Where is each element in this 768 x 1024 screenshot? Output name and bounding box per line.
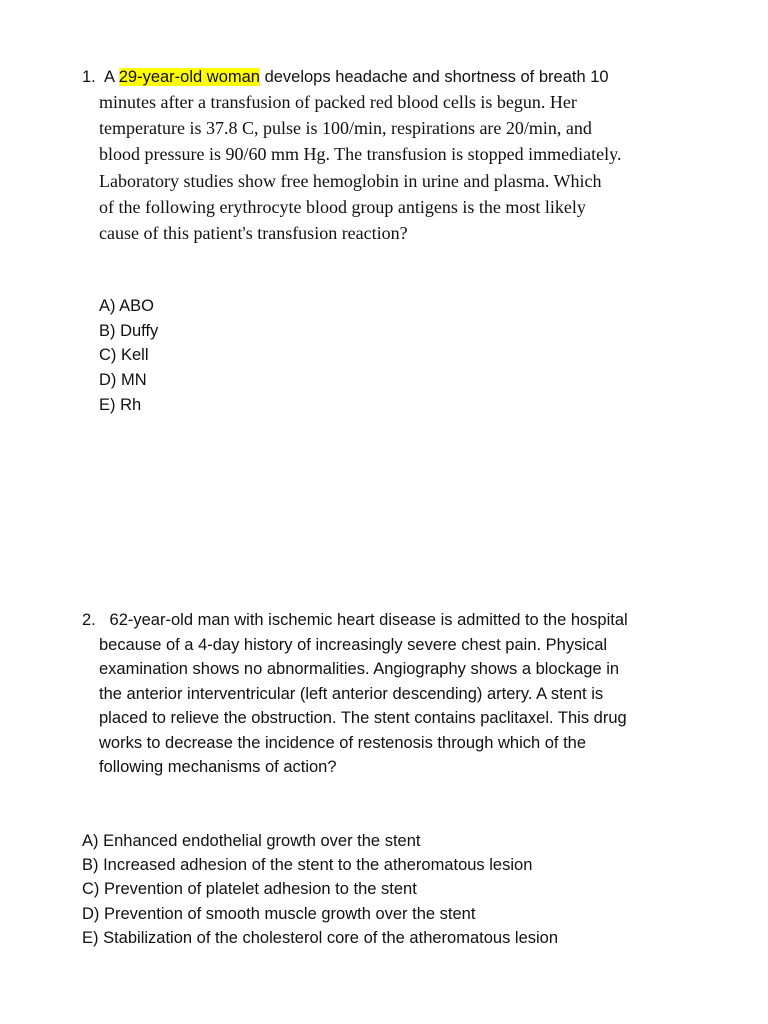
answer-option[interactable]: B) Duffy (99, 322, 159, 340)
question-2-line: examination shows no abnormalities. Angiography shows a blockage in (99, 660, 620, 678)
answer-option[interactable]: C) Kell (99, 346, 149, 364)
answer-option[interactable]: E) Stabilization of the cholesterol core of the atheromatous lesion (82, 929, 559, 947)
question-2-line: 62-year-old man with ischemic heart disease is admitted to the hospital (109, 611, 628, 629)
question-2-line: the anterior interventricular (left anterior descending) artery. A stent is (99, 685, 604, 703)
question-1-line: Laboratory studies show free hemoglobin in urine and plasma. Which (99, 171, 602, 191)
question-2-line: following mechanisms of action? (99, 758, 337, 776)
answer-option[interactable]: A) Enhanced endothelial growth over the stent (82, 832, 421, 850)
question-2-line: placed to relieve the obstruction. The stent contains paclitaxel. This drug (99, 709, 627, 727)
question-1-line1-rest: develops headache and shortness of breath 10 (264, 68, 609, 86)
question-1-lead: A (104, 68, 115, 86)
question-1-line: blood pressure is 90/60 mm Hg. The transfusion is stopped immediately. (99, 144, 622, 164)
question-2-number: 2. (82, 611, 96, 629)
answer-option[interactable]: D) MN (99, 371, 147, 389)
question-1-first-line (82, 68, 609, 87)
question-1-line: cause of this patient's transfusion reaction? (99, 223, 408, 243)
question-2-first-line (82, 611, 628, 630)
answer-option[interactable]: B) Increased adhesion of the stent to the atheromatous lesion (82, 856, 533, 874)
question-1-line: of the following erythrocyte blood group antigens is the most likely (99, 197, 586, 217)
answer-option[interactable]: A) ABO (99, 297, 155, 315)
question-2-line: works to decrease the incidence of restenosis through which of the (99, 734, 587, 752)
question-1-line: minutes after a transfusion of packed red blood cells is begun. Her (99, 92, 577, 112)
question-1-number: 1. (82, 68, 96, 86)
answer-option[interactable]: D) Prevention of smooth muscle growth over the stent (82, 905, 476, 923)
highlighted-text: 29-year-old woman (118, 68, 260, 86)
answer-option[interactable]: E) Rh (99, 396, 142, 414)
question-1-line: temperature is 37.8 C, pulse is 100/min, respirations are 20/min, and (99, 118, 592, 138)
answer-option[interactable]: C) Prevention of platelet adhesion to the stent (82, 880, 417, 898)
question-2-line: because of a 4-day history of increasingly severe chest pain. Physical (99, 636, 608, 654)
